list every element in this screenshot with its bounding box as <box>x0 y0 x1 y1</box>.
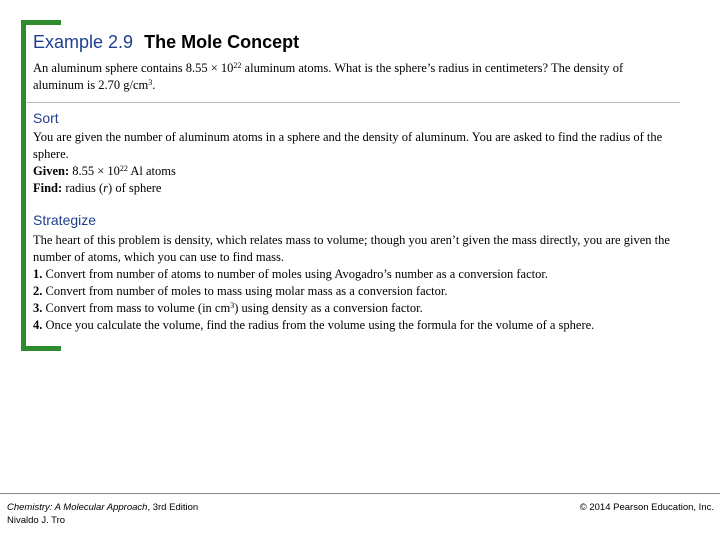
problem-statement <box>33 60 673 94</box>
given-value: 8.55 × 10 <box>69 164 120 178</box>
given-label: Given: <box>33 164 70 178</box>
problem-unit-exponent: 3 <box>148 78 153 87</box>
step-text: Convert from mass to volume (in cm <box>45 301 231 315</box>
step-number: 2. <box>33 284 43 298</box>
book-reference <box>7 501 198 514</box>
step-exponent: 3 <box>230 301 235 310</box>
author-name: Nivaldo J. Tro <box>7 515 66 526</box>
step-1 <box>33 266 678 283</box>
page-title <box>33 32 299 53</box>
sort-heading: Sort <box>33 110 59 126</box>
step-2 <box>33 283 678 300</box>
strategize-intro: The heart of this problem is density, which relates mass to volume; though you aren’t given the mass directly, you are given the number of atoms, which you can use to find mass. <box>33 233 670 264</box>
footer-divider <box>0 493 720 494</box>
problem-text: An aluminum sphere contains 8.55 × 10 <box>33 61 234 75</box>
strategize-body <box>33 232 678 334</box>
find-variable: r <box>103 181 109 195</box>
given-exponent: 22 <box>119 164 128 173</box>
given-unit: Al atoms <box>127 164 176 178</box>
find-text: radius ( <box>62 181 104 195</box>
find-label: Find: <box>33 181 63 195</box>
book-title: Chemistry: A Molecular Approach <box>7 502 148 513</box>
divider <box>27 102 680 103</box>
step-3 <box>33 300 678 317</box>
example-number: Example 2.9 <box>33 32 134 52</box>
step-number: 3. <box>33 301 43 315</box>
find-text-2: ) of sphere <box>108 181 162 195</box>
sort-find <box>33 180 678 197</box>
sort-body <box>33 129 678 197</box>
sort-given <box>33 163 678 180</box>
step-text: Once you calculate the volume, find the radius from the volume using the formula for the volume of a sphere. <box>45 318 595 332</box>
copyright-notice: © 2014 Pearson Education, Inc. <box>579 502 714 513</box>
step-number: 1. <box>33 267 43 281</box>
book-edition: , 3rd Edition <box>147 502 199 513</box>
footer-citation <box>7 501 198 527</box>
step-text-2: ) using density as a conversion factor. <box>234 301 423 315</box>
problem-text-2: aluminum atoms. What is the sphere’s radius in centimeters? The density of aluminum is 2.70 g/cm <box>33 61 624 92</box>
step-text: Convert from number of atoms to number of moles using Avogadro’s number as a conversion factor. <box>45 267 548 281</box>
example-name: The Mole Concept <box>144 32 300 52</box>
step-number: 4. <box>33 318 43 332</box>
problem-exponent: 22 <box>233 61 242 70</box>
step-text: Convert from number of moles to mass using molar mass as a conversion factor. <box>45 284 448 298</box>
problem-end: . <box>152 78 156 92</box>
step-4 <box>33 317 678 334</box>
sort-intro: You are given the number of aluminum atoms in a sphere and the density of aluminum. You are asked to find the radius of the sphere. <box>33 130 663 161</box>
strategize-heading: Strategize <box>33 212 97 228</box>
